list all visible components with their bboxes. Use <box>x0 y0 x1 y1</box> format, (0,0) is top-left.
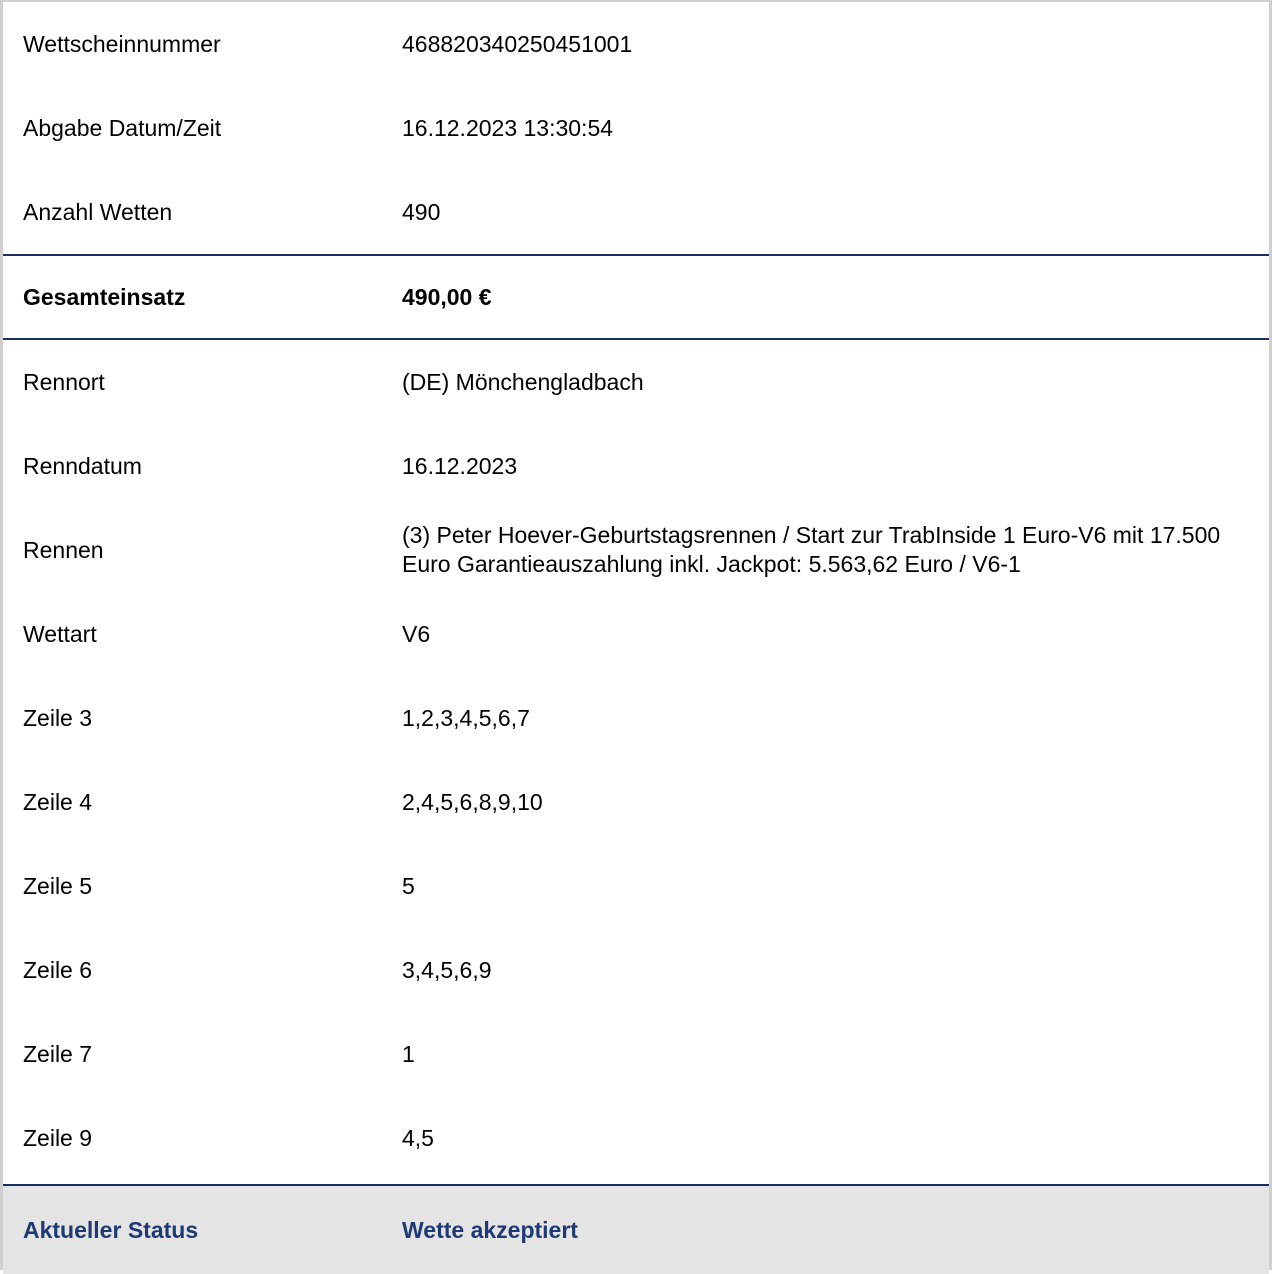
line-9-label: Zeile 9 <box>23 1124 93 1151</box>
line-9-value: 4,5 <box>402 1124 434 1151</box>
line-5-value: 5 <box>402 872 415 899</box>
row-line-6 <box>3 928 1269 1012</box>
race-date-value: 16.12.2023 <box>402 452 518 479</box>
line-6-value: 3,4,5,6,9 <box>402 956 492 983</box>
ticket-number-label: Wettscheinnummer <box>23 30 221 57</box>
row-ticket-number <box>3 2 1269 86</box>
race-date-label: Renndatum <box>23 452 142 479</box>
line-7-label: Zeile 7 <box>23 1040 93 1067</box>
row-total-stake <box>3 254 1269 340</box>
row-bet-type <box>3 592 1269 676</box>
row-race-date <box>3 424 1269 508</box>
current-status-label: Aktueller Status <box>23 1216 199 1243</box>
bet-type-label: Wettart <box>23 620 97 647</box>
submission-datetime-label: Abgabe Datum/Zeit <box>23 114 222 141</box>
row-line-3 <box>3 676 1269 760</box>
current-status-value: Wette akzeptiert <box>402 1216 578 1243</box>
race-value: (3) Peter Hoever-Geburtstagsrennen / Start zur TrabInside 1 Euro-V6 mit 17.500 Euro Garantieauszahlung inkl. Jackpot: 5.563,62 Euro / V6-1 <box>402 522 1221 577</box>
ticket-number-value: 468820340250451001 <box>402 30 633 57</box>
line-3-value: 1,2,3,4,5,6,7 <box>402 704 530 731</box>
bet-type-value: V6 <box>402 620 431 647</box>
line-7-value: 1 <box>402 1040 415 1067</box>
row-race-venue <box>3 340 1269 424</box>
race-venue-value: (DE) Mönchengladbach <box>402 368 644 395</box>
race-venue-label: Rennort <box>23 368 105 395</box>
bet-count-value: 490 <box>402 198 441 225</box>
bet-count-label: Anzahl Wetten <box>23 198 173 225</box>
row-line-9 <box>3 1096 1269 1180</box>
line-5-label: Zeile 5 <box>23 872 93 899</box>
row-bet-count <box>3 170 1269 254</box>
row-race <box>3 508 1269 592</box>
line-4-label: Zeile 4 <box>23 788 93 815</box>
row-line-5 <box>3 844 1269 928</box>
submission-datetime-value: 16.12.2023 13:30:54 <box>402 114 614 141</box>
row-line-4 <box>3 760 1269 844</box>
line-6-label: Zeile 6 <box>23 956 93 983</box>
line-4-value: 2,4,5,6,8,9,10 <box>402 788 543 815</box>
row-current-status <box>3 1184 1269 1274</box>
line-3-label: Zeile 3 <box>23 704 93 731</box>
total-stake-value: 490,00 € <box>402 283 492 310</box>
row-line-7 <box>3 1012 1269 1096</box>
total-stake-label: Gesamteinsatz <box>23 283 186 310</box>
row-submission-datetime <box>3 86 1269 170</box>
race-label: Rennen <box>23 536 104 563</box>
